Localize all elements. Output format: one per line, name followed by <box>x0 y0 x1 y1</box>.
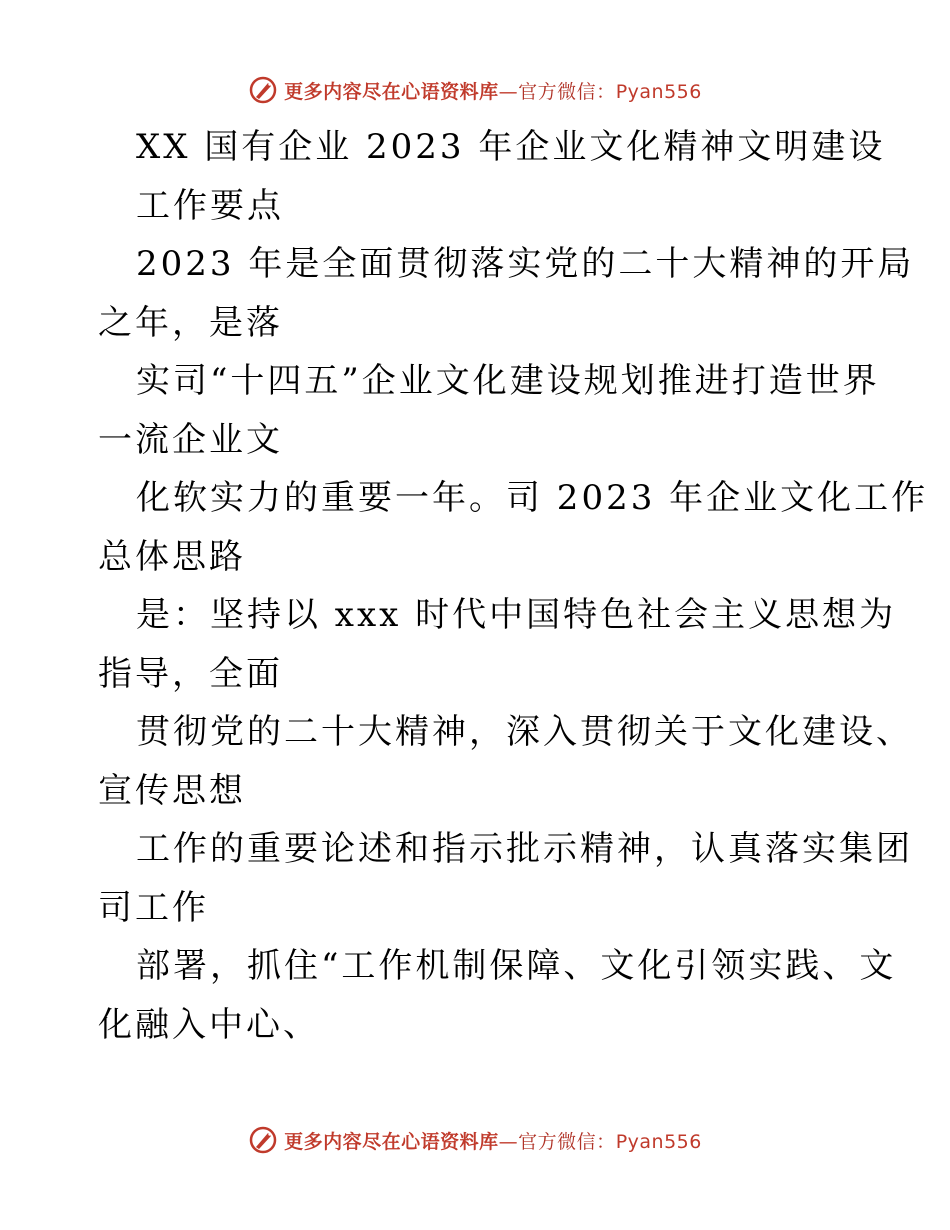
watermark-site-name: 更多内容尽在心语资料库 <box>284 1130 499 1153</box>
doc-line: 指导，全面 <box>98 653 283 694</box>
doc-line: 宣传思想 <box>98 770 246 811</box>
watermark-dash: — <box>498 80 519 103</box>
document-body <box>98 118 929 1054</box>
watermark-dash: — <box>498 1130 519 1153</box>
doc-line: 部署，抓住“工作机制保障、文化引领实践、文 <box>136 946 897 986</box>
pen-nib-logo-icon <box>248 1125 278 1155</box>
doc-line: 工作的重要论述和指示批示精神，认真落实集团 <box>136 829 913 869</box>
pen-nib-logo-icon <box>248 75 278 105</box>
watermark-wechat-id: Pyan556 <box>615 80 702 103</box>
doc-line: 贯彻党的二十大精神，深入贯彻关于文化建设、 <box>136 712 913 752</box>
doc-line: 是：坚持以 xxx 时代中国特色社会主义思想为 <box>136 595 897 635</box>
watermark-wechat-label: 官方微信： <box>518 80 616 103</box>
doc-line: XX 国有企业 2023 年企业文化精神文明建设 <box>136 127 886 167</box>
doc-line: 之年，是落 <box>98 302 283 343</box>
doc-line: 一流企业文 <box>98 419 283 460</box>
footer-watermark <box>0 1120 950 1160</box>
doc-line: 化融入中心、 <box>98 1004 320 1045</box>
doc-line: 实司“十四五”企业文化建设规划推进打造世界 <box>136 361 880 401</box>
watermark-text <box>284 1127 702 1154</box>
watermark-site-name: 更多内容尽在心语资料库 <box>284 80 499 103</box>
doc-line: 2023 年是全面贯彻落实党的二十大精神的开局 <box>136 244 915 284</box>
watermark-text <box>284 77 702 104</box>
watermark-wechat-label: 官方微信： <box>518 1130 616 1153</box>
doc-line: 总体思路 <box>98 536 246 577</box>
doc-line: 化软实力的重要一年。司 2023 年企业文化工作 <box>136 478 929 518</box>
watermark-wechat-id: Pyan556 <box>615 1130 702 1153</box>
doc-line: 司工作 <box>98 887 209 928</box>
doc-line: 工作要点 <box>136 185 284 226</box>
header-watermark <box>0 70 950 110</box>
